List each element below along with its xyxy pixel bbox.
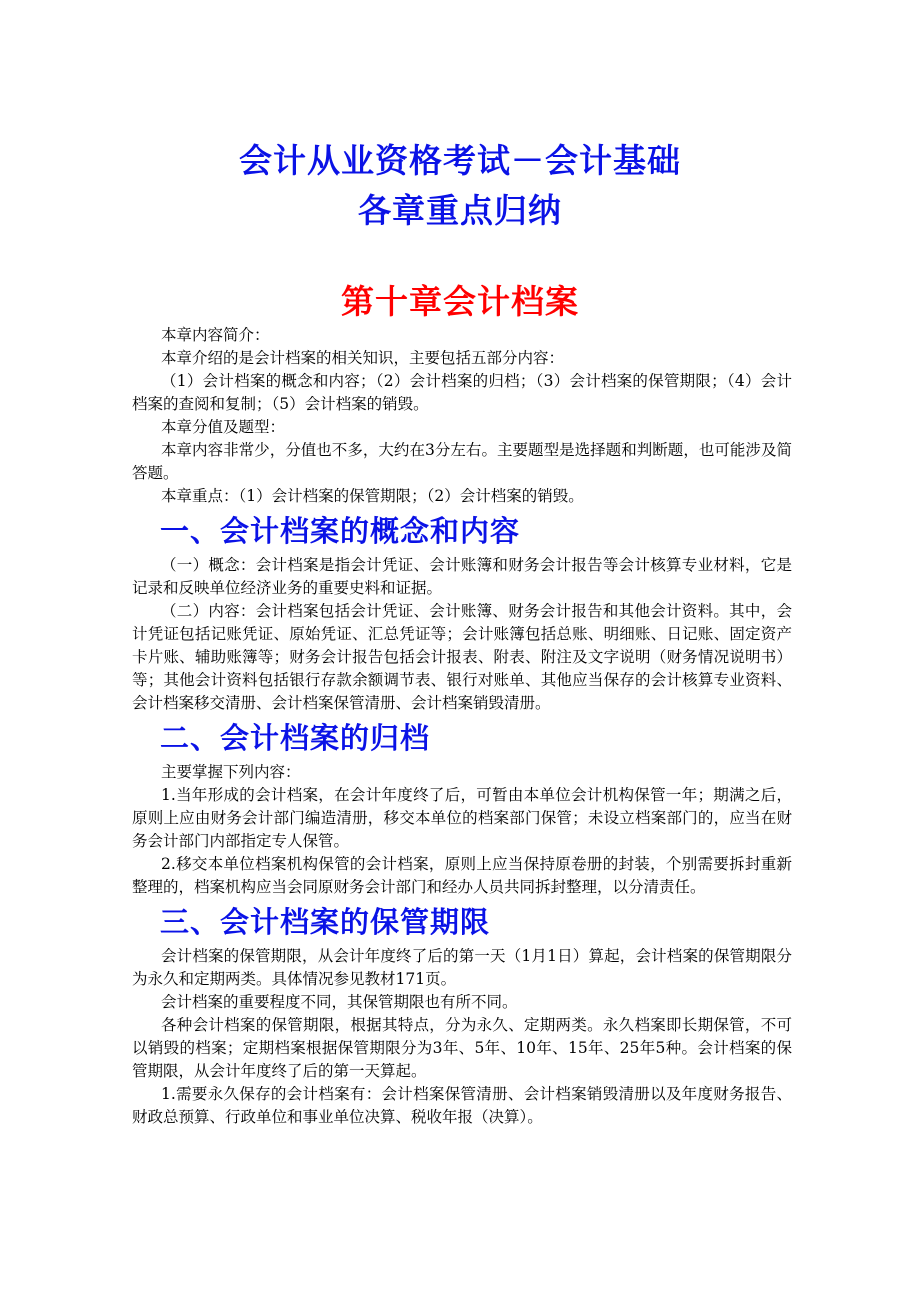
chapter-title: 第十章会计档案 bbox=[341, 282, 579, 321]
section-paragraph: 主要掌握下列内容： bbox=[161, 763, 301, 781]
section-paragraph: 1.需要永久保存的会计档案有：会计档案保管清册、会计档案销毁清册以及年度财务报告、财政总预算、行政单位和事业单位决算、税收年报（决算）。 bbox=[132, 1085, 792, 1126]
section-paragraph: 2.移交本单位档案机构保管的会计档案，原则上应当保持原卷册的封装，个别需要拆封重新整理的，档案机构应当会同原财务会计部门和经办人员共同拆封整理，以分清责任。 bbox=[132, 855, 792, 896]
section-paragraph: 会计档案的重要程度不同，其保管期限也有所不同。 bbox=[161, 993, 518, 1011]
intro-paragraph: 本章内容非常少，分值也不多，大约在3分左右。主要题型是选择题和判断题，也可能涉及简答题。 bbox=[132, 441, 792, 482]
intro-paragraph: 本章分值及题型： bbox=[161, 418, 286, 436]
section-heading: 三、会计档案的保管期限 bbox=[160, 905, 491, 939]
intro-paragraph: 本章重点：（1）会计档案的保管期限；（2）会计档案的销毁。 bbox=[161, 487, 584, 505]
intro-paragraph: 本章介绍的是会计档案的相关知识，主要包括五部分内容： bbox=[161, 349, 565, 367]
section-paragraph: 1.当年形成的会计档案，在会计年度终了后，可暂由本单位会计机构保管一年；期满之后，原则上应由财务会计部门编造清册，移交本单位的档案部门保管；未设立档案部门的，应当在财务会计部门内部指定专人保管。 bbox=[132, 786, 792, 850]
section-paragraph: 各种会计档案的保管期限，根据其特点，分为永久、定期两类。永久档案即长期保管，不可以销毁的档案；定期档案根据保管期限分为3年、5年、10年、15年、25年5种。会计档案的保管期限，从会计年度终了后的第一天算起。 bbox=[132, 1016, 792, 1080]
intro-paragraph: （1）会计档案的概念和内容；（2）会计档案的归档；（3）会计档案的保管期限；（4）会计档案的查阅和复制；（5）会计档案的销毁。 bbox=[132, 372, 792, 413]
section-paragraph: 会计档案的保管期限，从会计年度终了后的第一天（1月1日）算起，会计档案的保管期限分为永久和定期两类。具体情况参见教材171页。 bbox=[132, 947, 792, 988]
intro-paragraph: 本章内容简介： bbox=[161, 326, 270, 344]
document-body bbox=[132, 324, 792, 1129]
document-title bbox=[0, 136, 920, 236]
section-paragraph: （二）内容：会计档案包括会计凭证、会计账簿、财务会计报告和其他会计资料。其中，会计凭证包括记账凭证、原始凭证、汇总凭证等；会计账簿包括总账、明细账、日记账、固定资产卡片账、辅助账簿等；财务会计报告包括会计报表、附表、附注及文字说明（财务情况说明书）等；其他会计资料包括银行存款余额调节表、银行对账单、其他应当保存的会计核算专业资料、会计档案移交清册、会计档案保管清册、会计档案销毁清册。 bbox=[132, 602, 792, 712]
section-heading: 一、会计档案的概念和内容 bbox=[160, 514, 521, 548]
section-paragraph: （一）概念：会计档案是指会计凭证、会计账簿和财务会计报告等会计核算专业材料，它是记录和反映单位经济业务的重要史料和证据。 bbox=[132, 556, 792, 597]
section-heading: 二、会计档案的归档 bbox=[160, 721, 431, 755]
title-line-1: 会计从业资格考试－会计基础 bbox=[239, 141, 681, 180]
title-line-2: 各章重点归纳 bbox=[358, 191, 562, 230]
